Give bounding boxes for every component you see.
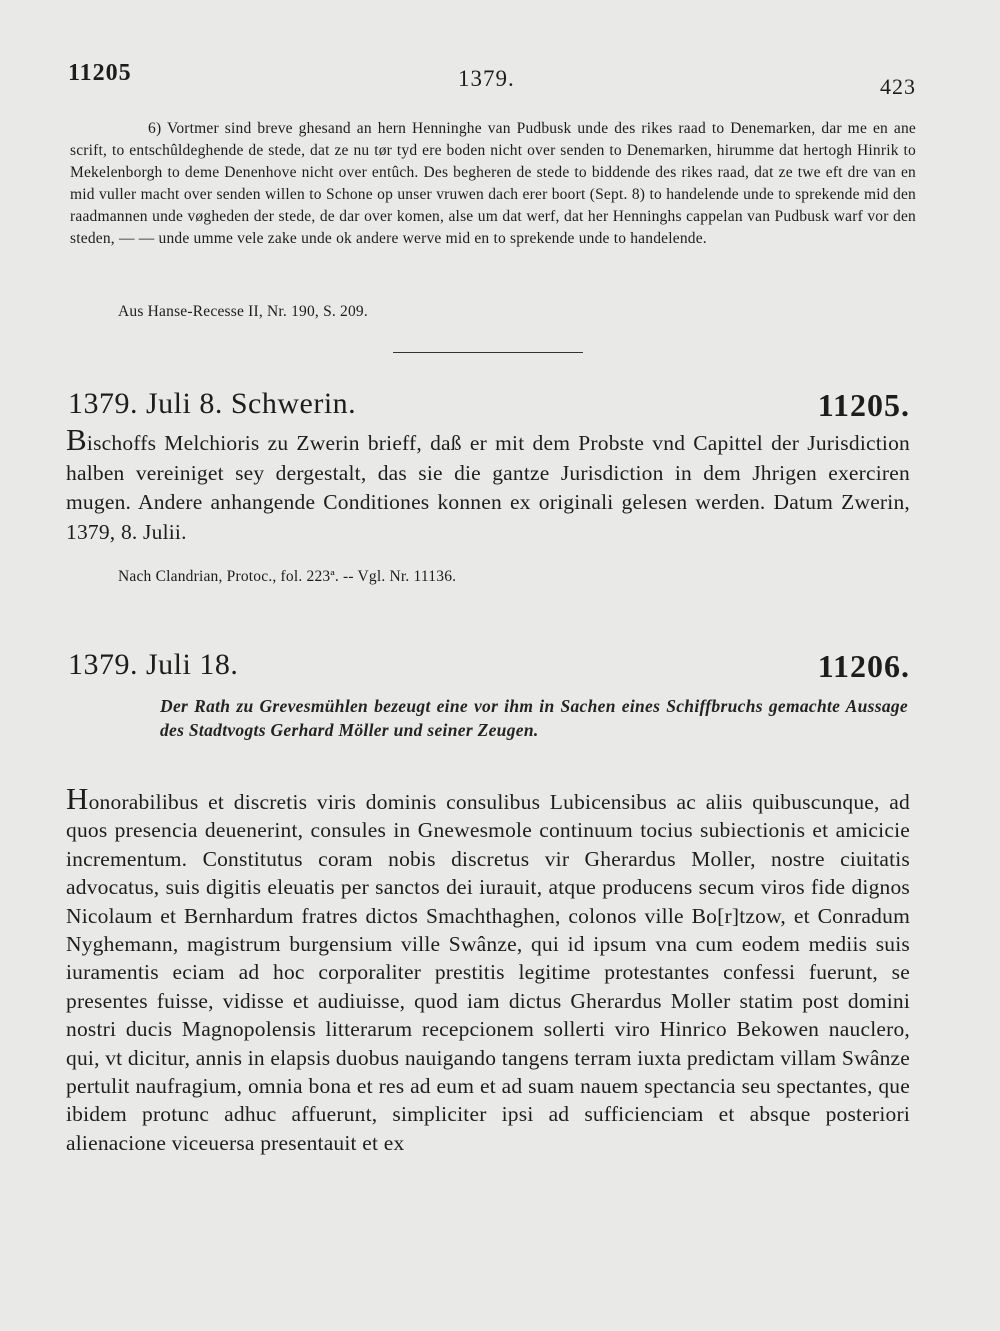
entry-date: 1379. Juli 18. [68, 648, 239, 681]
entry-text: onorabilibus et discretis viris dominis consulibus Lubicensibus ac aliis quibuscunque, ad quos presencia deuenerint, consules in Gnewesmole continuum tocius subiectionis et amicicie incrementum. Constitutus coram nobis discretus vir Gherardus Moller, nostre ciuitatis advocatus, suis digitis eleuatis per sanctos dei iurauit, atque producens secum viros fide dignos Nicolaum et Bernhardum fratres dictos Smachthaghen, colonos ville Bo[r]tzow, et Conradum Nyghemann, magistrum burgensium ville Swânze, qui id ipsum vna cum eodem mediis suis iuramentis eciam ad hoc corporaliter prestitis legitime protestantes confessi fuerunt, se presentes fuisse, vidisse et audiuisse, quod iam dictus Gherardus Moller statim post domini nostri ducis Magnopolensis litterarum recepcionem sollerti viro Hinrico Bekowen nauclero, qui, vt dicitur, annis in elapsis duobus nauigando tangens terram iuxta predictam villam Swânze pertulit naufragium, omnia bona et res ad eum et ad suam nauem spectancia seu spectantes, que ibidem protunc adhuc affuerunt, simpliciter ipsi ad sufficienciam et absque posteriori alienacione viceuersa presentauit et ex [66, 790, 910, 1155]
entry-body-11205 [66, 422, 910, 547]
footnote-text: 6) Vortmer sind breve ghesand an hern Henninghe van Pudbusk unde des rikes raad to Denemarken, dar me en ane scrift, to entschûldeghende de stede, dat ze nu tør tyd ere boden nicht over senden to Denemarken, hirumme dat hertogh Hinrik to Mekelenborgh to deme Denenhove nicht over entûch. Des begheren de stede to biddende des rikes raad, dat ze twe eft dre van en mid vuller macht over senden willen to Schone op unser vruwen dach erer boort (Sept. 8) to handelende unde to sprekende mid den raadmannen unde vøgheden der stede, de dar over komen, alse um dat werf, dat her Henninghs cappelan van Pudbusk warf vor den steden, — — unde umme vele zake unde ok andere werve mid en to sprekende unde to handelende. [70, 120, 916, 247]
entry-heading-11205 [68, 387, 910, 427]
entry-number: 11205. [817, 387, 910, 423]
footnote-source: Aus Hanse-Recesse II, Nr. 190, S. 209. [118, 303, 368, 320]
entry-summary: Der Rath zu Grevesmühlen bezeugt eine vor ihm in Sachen eines Schiffbruchs gemachte Aussage des Stadtvogts Gerhard Möller und seiner Zeugen. [160, 696, 908, 740]
header-entry-number: 11205 [68, 60, 132, 86]
drop-cap: H [66, 781, 89, 816]
entry-body-11206 [66, 781, 910, 1157]
entry-heading-11206 [68, 648, 910, 688]
running-header [68, 60, 916, 100]
header-year: 1379. [458, 66, 515, 91]
drop-cap: B [66, 422, 87, 457]
page-number: 423 [880, 74, 916, 99]
entry-date: 1379. Juli 8. Schwerin. [68, 387, 357, 420]
separator-rule [393, 352, 583, 353]
entry-source: Nach Clandrian, Protoc., fol. 223ª. -- Vgl. Nr. 11136. [118, 568, 457, 585]
footnote-block [70, 118, 916, 250]
entry-text: ischoffs Melchioris zu Zwerin brieff, daß er mit dem Probste vnd Capittel der Jurisdiction halben vereiniget sey dergestalt, das sie die gantze Jurisdiction in dem Jhrigen exerciren mugen. Andere anhangende Conditiones konnen ex originali gelesen werden. Datum Zwerin, 1379, 8. Julii. [66, 431, 910, 544]
entry-number: 11206. [817, 648, 910, 684]
